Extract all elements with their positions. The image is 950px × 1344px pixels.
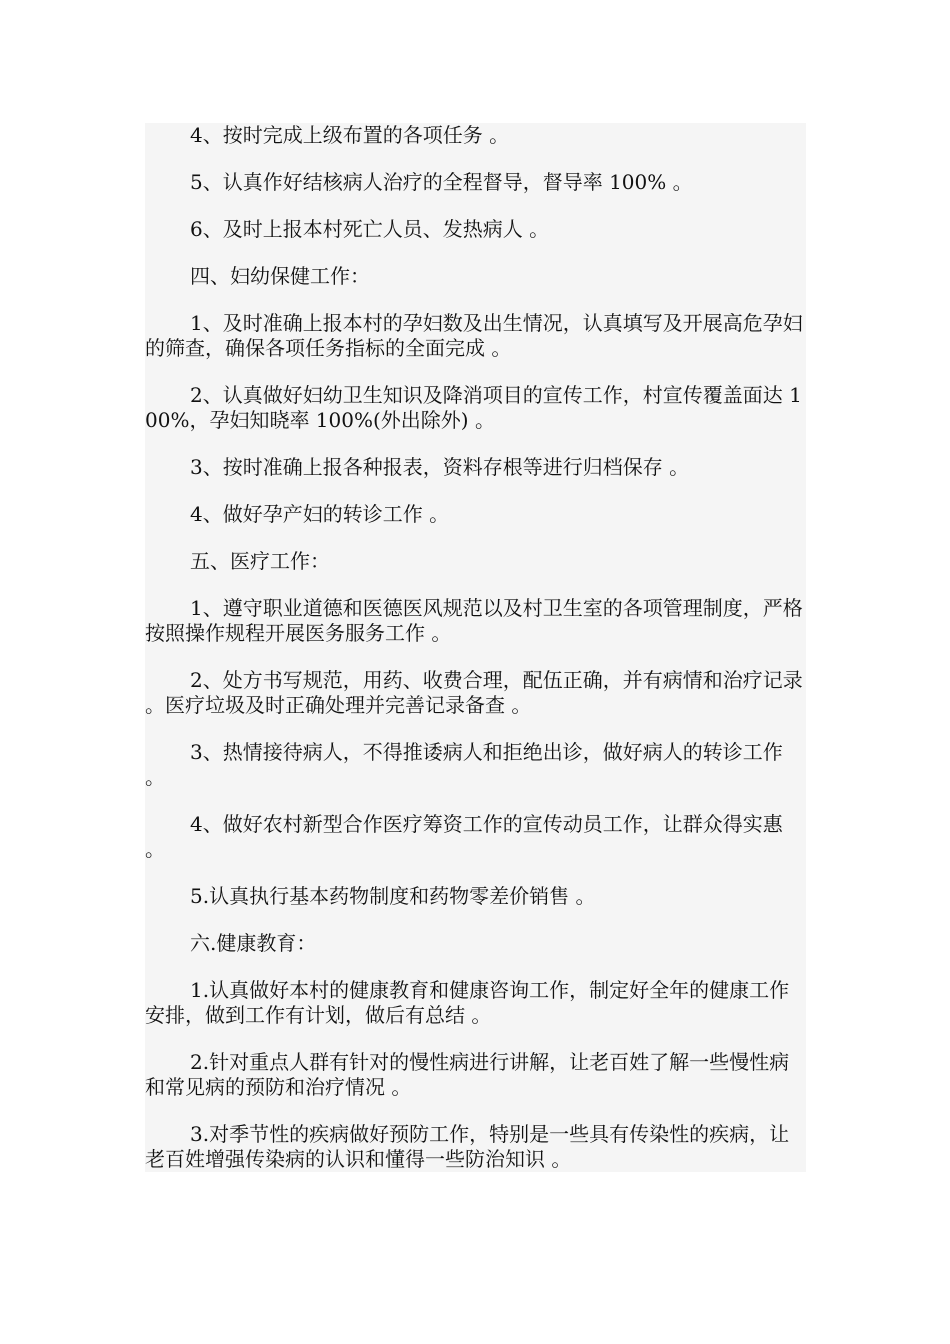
paragraph-pregnancy-report: 1、及时准确上报本村的孕妇数及出生情况，认真填写及开展高危孕妇的筛查，确保各项任务指标的全面完成 。 xyxy=(145,311,806,361)
section-heading-maternal-child: 四、妇幼保健工作： xyxy=(145,264,806,289)
paragraph-ethics: 1、遵守职业道德和医德医风规范以及村卫生室的各项管理制度，严格按照操作规程开展医务服务工作 。 xyxy=(145,596,806,646)
section-heading-medical: 五、医疗工作： xyxy=(145,549,806,574)
paragraph-cooperative-medical: 4、做好农村新型合作医疗筹资工作的宣传动员工作，让群众得实惠 。 xyxy=(145,812,806,862)
paragraph-patient-care: 3、热情接待病人，不得推诿病人和拒绝出诊，做好病人的转诊工作 。 xyxy=(145,740,806,790)
paragraph-prescription: 2、处方书写规范，用药、收费合理，配伍正确，并有病情和治疗记录 。医疗垃圾及时正确处理并完善记录备查 。 xyxy=(145,668,806,718)
paragraph-tb-supervision: 5、认真作好结核病人治疗的全程督导，督导率 100% 。 xyxy=(145,170,806,195)
document-body xyxy=(145,123,806,1172)
paragraph-report-archive: 3、按时准确上报各种报表，资料存根等进行归档保存 。 xyxy=(145,455,806,480)
paragraph-seasonal-disease: 3.对季节性的疾病做好预防工作，特别是一些具有传染性的疾病，让老百姓增强传染病的认识和懂得一些防治知识 。 xyxy=(145,1122,806,1172)
paragraph-referral: 4、做好孕产妇的转诊工作 。 xyxy=(145,502,806,527)
paragraph-health-education: 1.认真做好本村的健康教育和健康咨询工作，制定好全年的健康工作安排，做到工作有计划，做后有总结 。 xyxy=(145,978,806,1028)
paragraph-essential-drugs: 5.认真执行基本药物制度和药物零差价销售 。 xyxy=(145,884,806,909)
section-heading-health-education: 六.健康教育： xyxy=(145,931,806,956)
paragraph-health-promotion: 2、认真做好妇幼卫生知识及降消项目的宣传工作，村宣传覆盖面达 100%，孕妇知晓率 100%(外出除外) 。 xyxy=(145,383,806,433)
paragraph-chronic-disease: 2.针对重点人群有针对的慢性病进行讲解，让老百姓了解一些慢性病和常见病的预防和治疗情况 。 xyxy=(145,1050,806,1100)
paragraph-task-4: 4、按时完成上级布置的各项任务 。 xyxy=(145,123,806,148)
paragraph-report-deaths: 6、及时上报本村死亡人员、发热病人 。 xyxy=(145,217,806,242)
